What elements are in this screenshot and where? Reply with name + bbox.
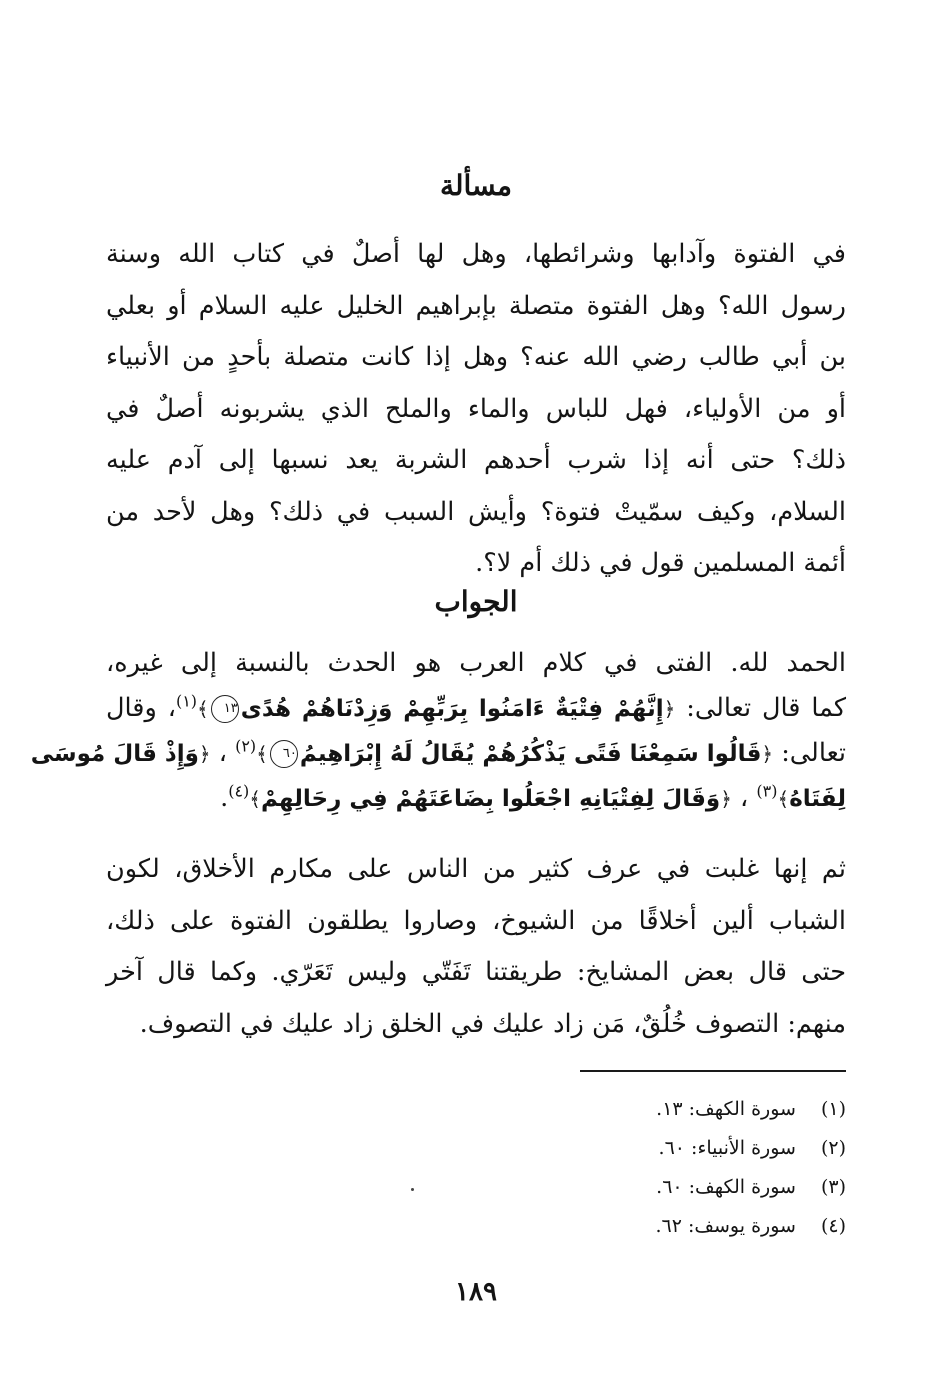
question-line-3: بن أبي طالب رضي الله عنه؟ وهل إذا كانت متصلة بأحدٍ من الأنبياء <box>106 342 846 372</box>
verse-number-medallion: ١٣ <box>211 695 239 723</box>
footnote-ref-4[interactable]: (٤) <box>228 781 250 801</box>
question-line-7: أئمة المسلمين قول في ذلك أم لا؟. <box>475 548 846 578</box>
quran-close-bracket: ﴾ <box>256 742 268 766</box>
question-paragraph <box>106 229 846 590</box>
footnote-item <box>546 1168 846 1207</box>
answer-paragraph <box>30 641 847 821</box>
quran-close-bracket: ﴾ <box>197 697 209 721</box>
footnote-text: سورة الأنبياء: ٦٠. <box>658 1137 796 1159</box>
answer-line-4-end: . <box>220 783 229 813</box>
quran-verse-3-end: لِفَتَاهُ <box>789 786 846 812</box>
quran-verse-1: إِنَّهُمْ فِتْيَةٌ ءَامَنُوا بِرَبِّهِمْ وَزِدْنَاهُمْ هُدًى <box>240 696 664 722</box>
answer-heading: الجواب <box>434 585 518 618</box>
footnote-ref-1[interactable]: (١) <box>175 691 198 711</box>
verse-number-medallion: ٦٠ <box>270 740 298 768</box>
footnote-item <box>546 1129 846 1168</box>
footnote-text: سورة الكهف: ٦٠. <box>656 1176 796 1198</box>
footnotes-list <box>546 1090 846 1246</box>
continuation-paragraph <box>106 844 846 1050</box>
footnote-item <box>546 1090 846 1129</box>
quran-verse-2: قَالُوا سَمِعْنَا فَتًى يَذْكُرُهُمْ يُقَالُ لَهُ إِبْرَاهِيمُ <box>299 741 762 767</box>
question-line-1: في الفتوة وآدابها وشرائطها، وهل لها أصلٌ في كتاب الله وسنة <box>106 239 846 269</box>
footnote-ref-3[interactable]: (٣) <box>756 781 778 801</box>
answer-line-3 <box>30 731 846 776</box>
answer-line-2-tail: ، وقال <box>106 693 176 723</box>
footnote-item <box>546 1207 846 1246</box>
answer-line-3-separator: ، <box>218 738 227 768</box>
continuation-line-4: منهم: التصوف خُلُقٌ، مَن زاد عليك في الخلق زاد عليك في التصوف. <box>139 1008 846 1039</box>
footnote-number: (٢) <box>820 1137 846 1159</box>
quran-verse-4: وَقَالَ لِفِتْيَانِهِ اجْعَلُوا بِضَاعَتَهُمْ فِي رِحَالِهِمْ <box>261 786 721 812</box>
page-number: ١٨٩ <box>455 1277 497 1307</box>
question-line-6: السلام، وكيف سمّيتْ فتوة؟ وأيش السبب في ذلك؟ وهل لأحد من <box>106 496 846 527</box>
quran-verse-3-start: وَإِذْ قَالَ مُوسَى <box>30 741 199 767</box>
answer-line-4 <box>106 776 846 821</box>
quran-close-bracket: ﴾ <box>249 787 262 811</box>
question-line-2: رسول الله؟ وهل الفتوة متصلة بإبراهيم الخليل عليه السلام أو بعلي <box>106 290 846 321</box>
continuation-line-2: الشباب ألين أخلاقًا من الشيوخ، وصاروا يطلقون الفتوة على ذلك، <box>106 905 846 936</box>
question-line-5: ذلك؟ حتى أنه إذا شرب أحدهم الشربة يعد نسبها إلى آدم عليه <box>106 445 846 475</box>
question-line-4: أو من الأولياء، فهل للباس والماء والملح الذي يشربونه أصلٌ في <box>106 393 846 424</box>
quran-open-bracket: ﴿ <box>720 787 732 811</box>
answer-line-3-intro: تعالى: <box>781 738 846 768</box>
footnote-ref-2[interactable]: (٢) <box>235 736 257 756</box>
footnote-number: (٣) <box>820 1176 846 1198</box>
footnote-number: (١) <box>820 1098 846 1120</box>
answer-line-2 <box>106 686 846 731</box>
quran-close-bracket: ﴾ <box>777 787 790 811</box>
continuation-line-1: ثم إنها غلبت في عرف كثير من الناس على مكارم الأخلاق، لكون <box>106 854 846 884</box>
quran-open-bracket: ﴿ <box>663 697 676 721</box>
continuation-line-3: حتى قال بعض المشايخ: طريقتنا تَفَتّي وليس تَعَرّي. وكما قال آخر <box>106 957 846 987</box>
question-heading: مسألة <box>439 169 513 202</box>
scan-speck <box>411 1188 414 1191</box>
answer-line-2-intro: كما قال تعالى: <box>686 693 847 723</box>
answer-line-4-separator: ، <box>740 783 749 813</box>
quran-open-bracket: ﴿ <box>198 742 211 766</box>
answer-line-1: الحمد لله. الفتى في كلام العرب هو الحدث بالنسبة إلى غيره، <box>106 648 846 678</box>
footnote-divider <box>580 1070 846 1072</box>
quran-open-bracket: ﴿ <box>761 742 774 766</box>
footnote-text: سورة يوسف: ٦٢. <box>655 1215 796 1237</box>
footnote-text: سورة الكهف: ١٣. <box>656 1098 796 1120</box>
footnote-number: (٤) <box>820 1215 846 1237</box>
